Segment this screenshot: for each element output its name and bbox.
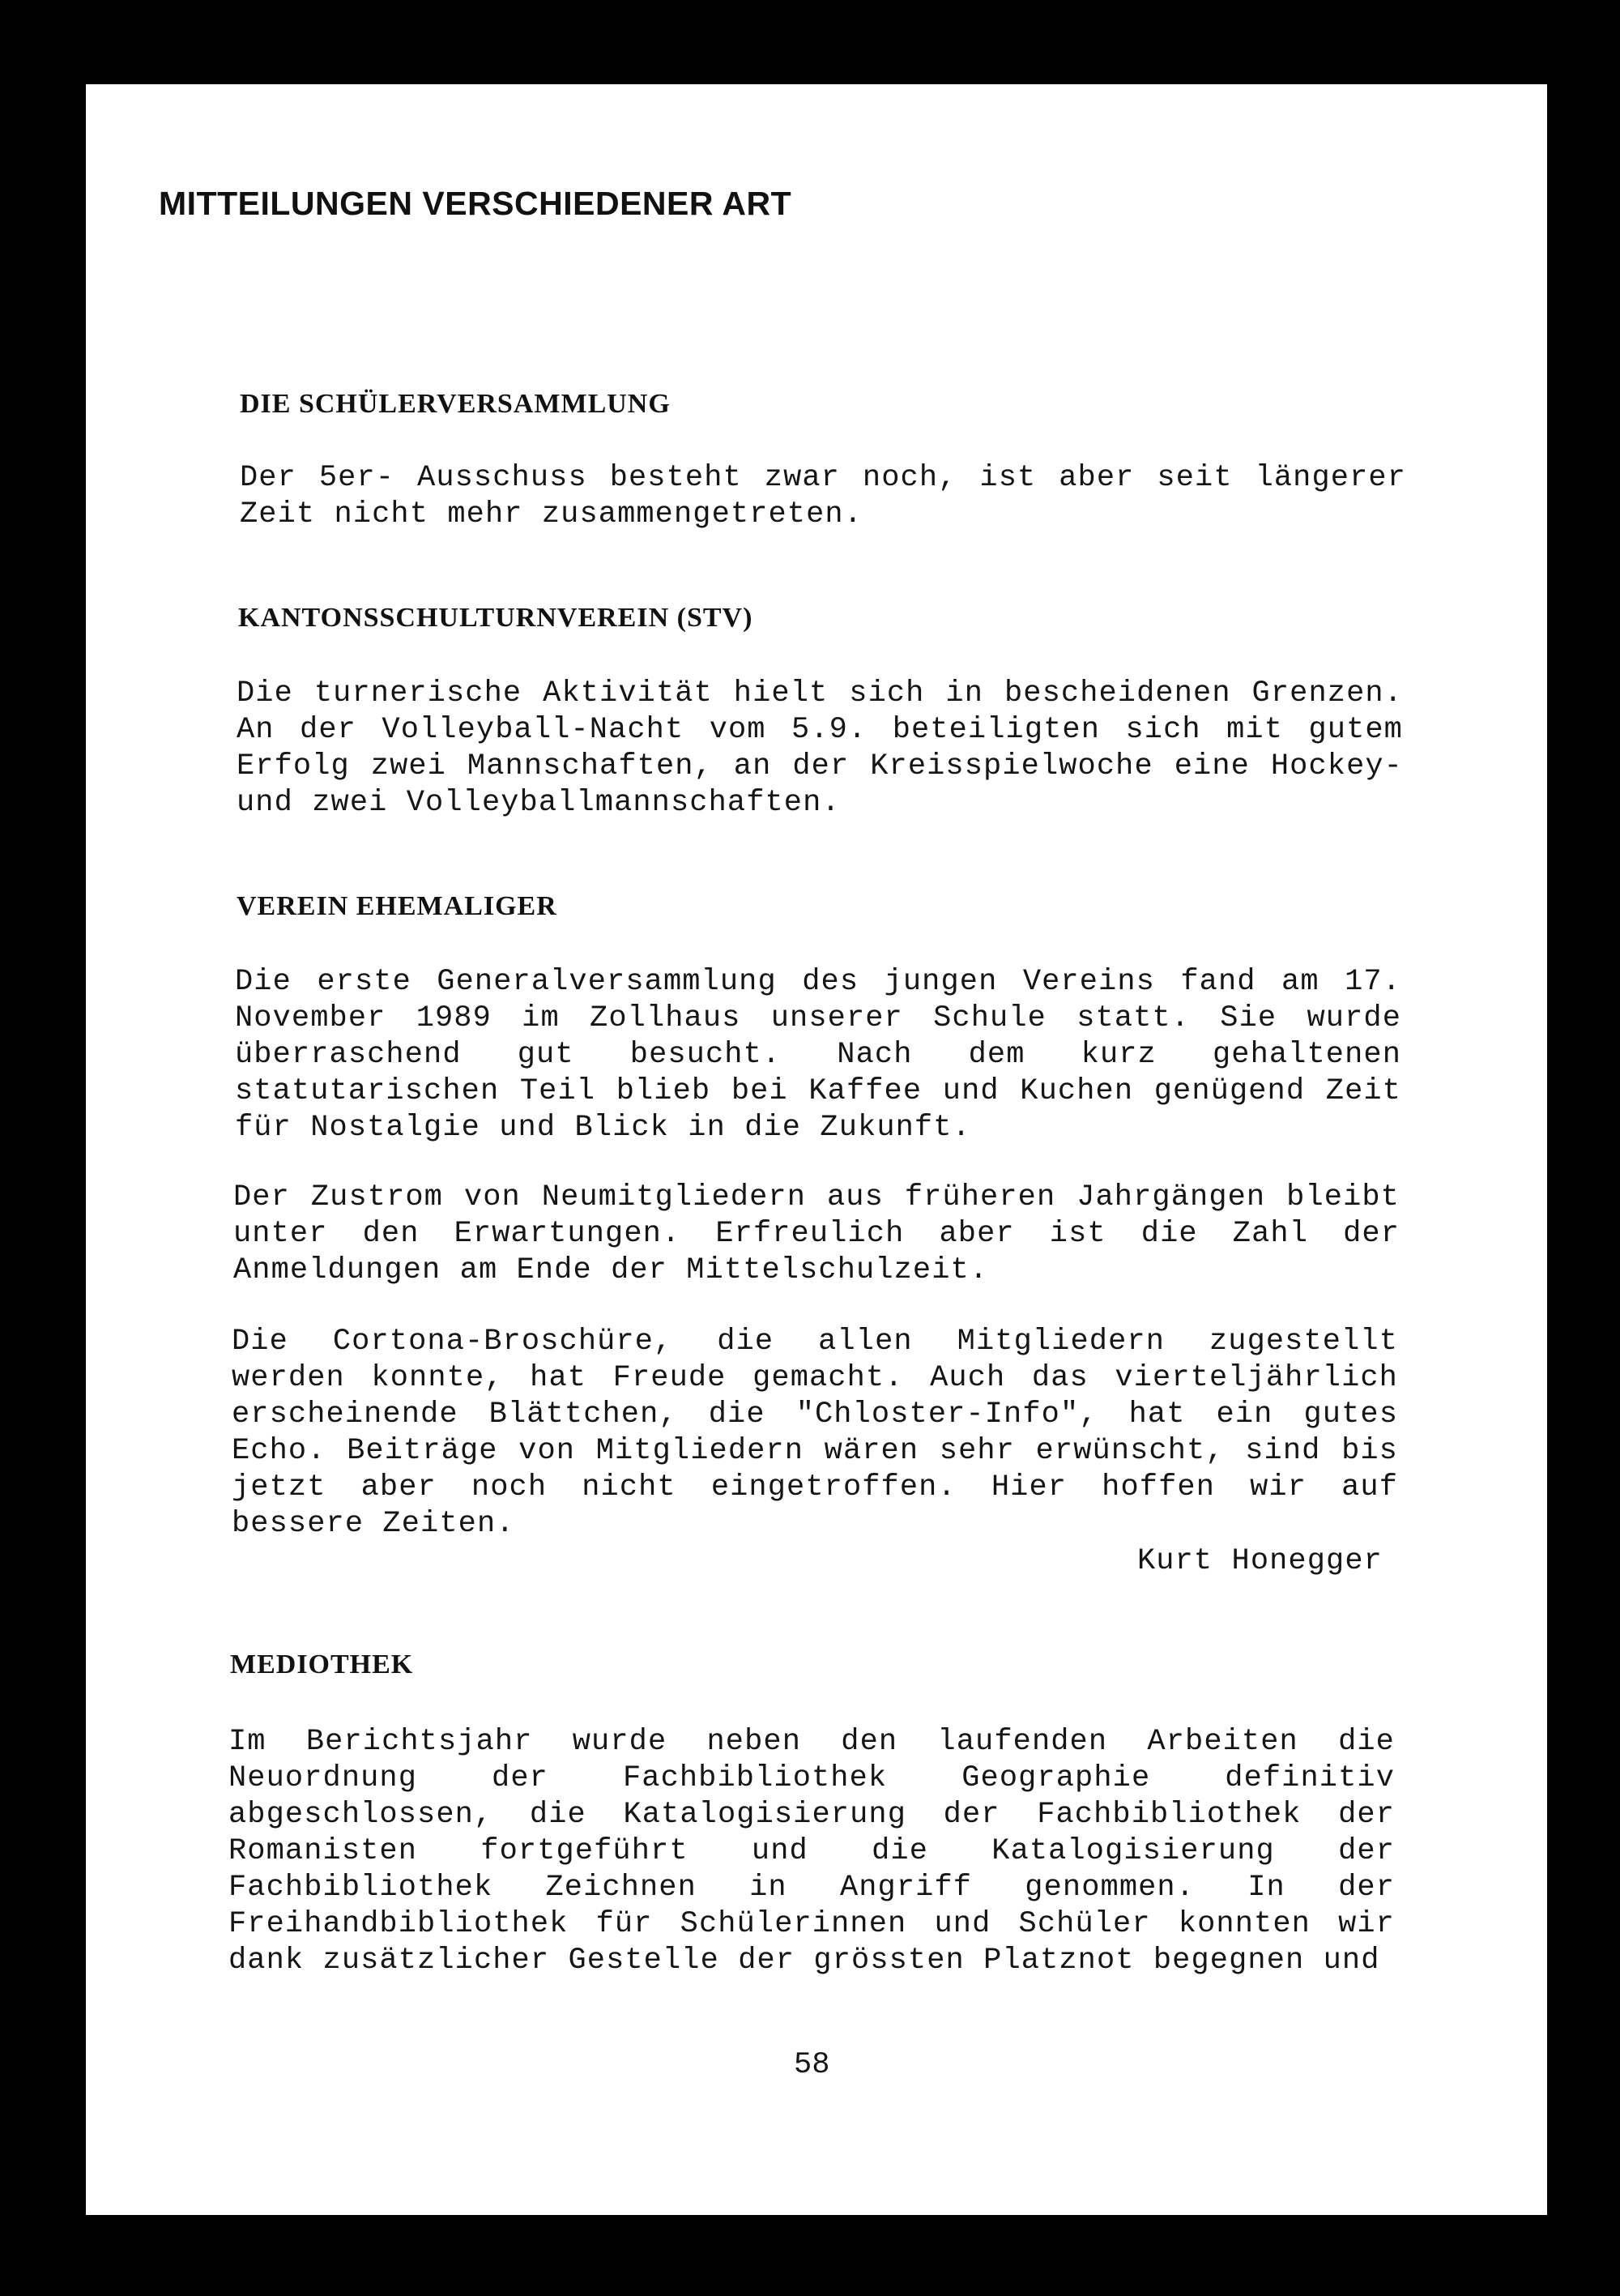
paragraph-stv: Die turnerische Aktivität hielt sich in bescheidenen Grenzen. An der Volleyball-Nacht vom 5.9. beteiligten sich mit gutem Erfolg zwei Mannschaften, an der Kreisspielwoche eine Hockey- und zwei Volleyballmannschaften. [237, 676, 1403, 820]
paragraph-verein-ehemaliger-1: Die erste Generalversammlung des jungen Vereins fand am 17. November 1989 im Zollhaus unserer Schule statt. Sie wurde überraschend gut besucht. Nach dem kurz gehaltenen statutarischen Teil blieb bei Kaffee und Kuchen genügend Zeit für Nostalgie und Blick in die Zukunft. [235, 965, 1401, 1145]
section-heading-verein-ehemaliger: VEREIN EHEMALIGER [237, 891, 557, 921]
section-heading-schuelerversammlung: DIE SCHÜLERVERSAMMLUNG [240, 389, 671, 419]
section-heading-stv: KANTONSSCHULTURNVEREIN (STV) [238, 603, 753, 633]
page-number: 58 [794, 2048, 830, 2082]
paragraph-verein-ehemaliger-3: Die Cortona-Broschüre, die allen Mitgliedern zugestellt werden konnte, hat Freude gemacht. Auch das vierteljährlich erscheinende Blättchen, die "Chloster-Info", hat ein gutes Echo. Beiträge von Mitgliedern wären sehr erwünscht, sind bis jetzt aber noch nicht eingetroffen. Hier hoffen wir auf bessere Zeiten. [232, 1325, 1398, 1541]
paragraph-mediothek: Im Berichtsjahr wurde neben den laufenden Arbeiten die Neuordnung der Fachbibliothek Geographie definitiv abgeschlossen, die Katalogisierung der Fachbibliothek der Romanisten fortgeführt und die Katalogisierung der Fachbibliothek Zeichnen in Angriff genommen. In der Freihandbibliothek für Schülerinnen und Schüler konnten wir dank zusätzlicher Gestelle der grössten Platznot begegnen und [228, 1725, 1395, 1978]
paragraph-schuelerversammlung: Der 5er- Ausschuss besteht zwar noch, ist aber seit längerer Zeit nicht mehr zusammengetreten. [240, 461, 1406, 531]
signature: Kurt Honegger [1137, 1544, 1383, 1578]
section-heading-mediothek: MEDIOTHEK [230, 1649, 414, 1679]
paragraph-verein-ehemaliger-2: Der Zustrom von Neumitgliedern aus früheren Jahrgängen bleibt unter den Erwartungen. Erfreulich aber ist die Zahl der Anmeldungen am Ende der Mittelschulzeit. [233, 1180, 1400, 1287]
page-title: MITTEILUNGEN VERSCHIEDENER ART [159, 185, 792, 222]
